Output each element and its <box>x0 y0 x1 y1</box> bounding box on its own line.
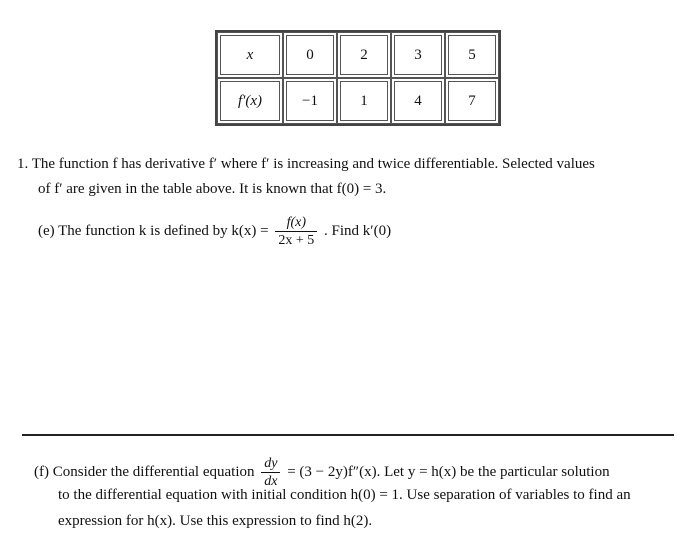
fraction-denominator: 2x + 5 <box>278 233 315 248</box>
table-row-x <box>217 32 499 78</box>
part-f-equation: = (3 − 2y)f″(x). Let y = h(x) be the particular solution <box>287 463 610 480</box>
part-e <box>38 214 391 249</box>
section-divider <box>22 434 674 436</box>
problem-line-1 <box>17 153 595 175</box>
problem-intro: The function f has derivative f′ where f′ is increasing and twice differentiable. Selected values <box>31 156 595 172</box>
row-header-fprime: f′(x) <box>217 78 283 124</box>
fraction-numerator: f(x) <box>275 214 317 232</box>
part-f-text: (f) Consider the differential equation <box>34 463 255 480</box>
fraction-denominator: dx <box>264 474 278 489</box>
part-e-fraction <box>275 214 317 249</box>
problem-line-2: of f′ are given in the table above. It is known that f(0) = 3. <box>38 181 387 197</box>
part-e-question: . Find k′(0) <box>324 222 392 239</box>
table-cell: 7 <box>445 78 499 124</box>
table-cell: 1 <box>337 78 391 124</box>
table-cell: −1 <box>283 78 337 124</box>
fraction-numerator: dy <box>261 455 280 473</box>
values-table <box>215 30 501 126</box>
table-cell: 5 <box>445 32 499 78</box>
row-header-x: x <box>217 32 283 78</box>
table-row-fprime <box>217 78 499 124</box>
problem-number: 1. <box>17 156 29 172</box>
table-cell: 4 <box>391 78 445 124</box>
part-f-line-3: expression for h(x). Use this expression to find h(2). <box>58 513 373 529</box>
part-e-text: (e) The function k is defined by k(x) = <box>38 222 269 239</box>
table-cell: 0 <box>283 32 337 78</box>
table-cell: 3 <box>391 32 445 78</box>
part-f-line-2: to the differential equation with initial condition h(0) = 1. Use separation of variables to find an <box>58 487 631 503</box>
table-cell: 2 <box>337 32 391 78</box>
